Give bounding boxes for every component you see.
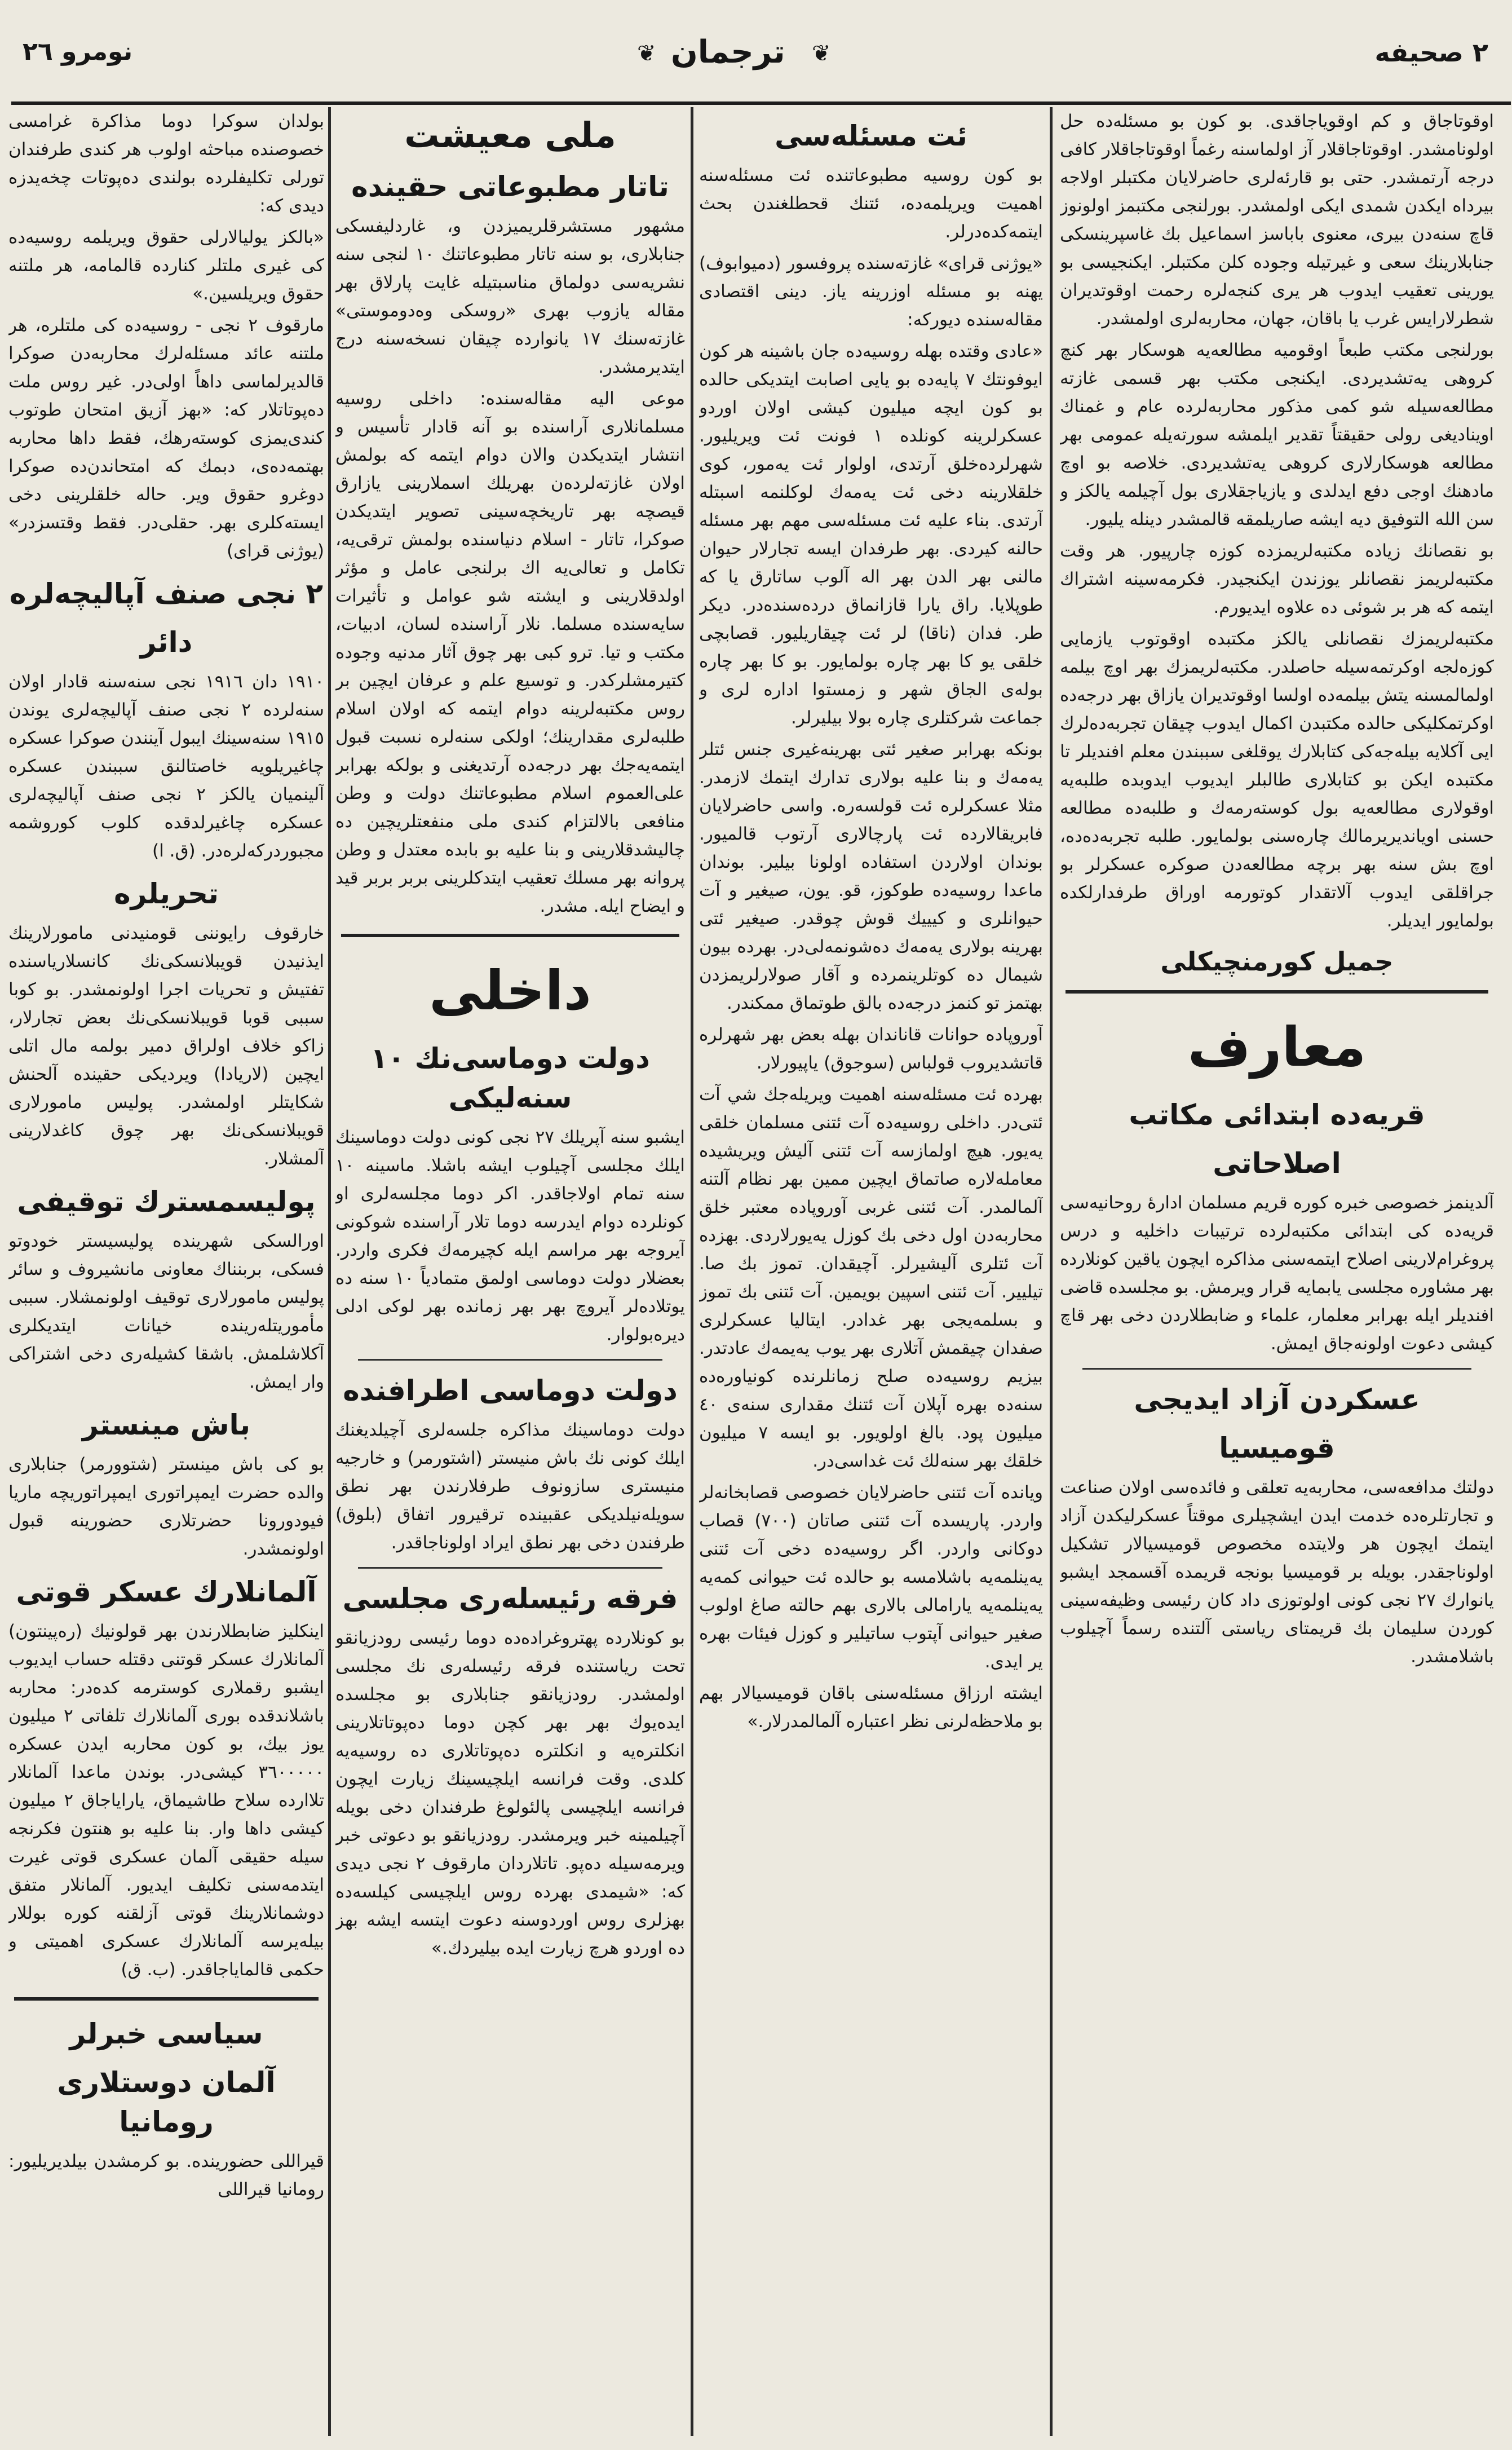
column-4 — [8, 107, 324, 2430]
paragraph: «عادى وقتده بهله روسيه‌ده جان باشينه هر كون ايوفونتك ٧ پايه‌ده بو يايى اصابت ايتديكى حالده بو كون ايچه ميليون كيشى اولان اوردو عسكرلرينه كونلده ١ فونت ئت ويريليور. شهرلرده‌خلق آرتدى، اولوار ئت يه‌مور، كوى خلقلارينه دخى ئت يه‌مه‌ك لوكلنمه اسبتله آرتدى. بناء عليه ئت مسئله‌سى مهم بهر مسئله حالنه كيردى. بهر طرفدان ايسه تجارلار حيوان مالنى بهر الدن بهر اله آلوب ساتارق يا كه طوپلايا. راق يارا قازانماق درده‌سنده‌در. ديكر طر. فدان (ناقا) لر ئت چيقاريليور. قصابچى خلقى يو كا بهر چاره بولمايور. بو كا بهر چاره بوله‌ى الجاق شهر و زمستوا اداره لرى و جماعت شركتلرى چاره بولا بيليرلر. — [699, 341, 1043, 728]
article-title: قريه‌ده ابتدائى مكاتب — [1129, 1098, 1425, 1131]
article-title: دولت دوماسى اطرافنده — [343, 1374, 678, 1407]
paragraph: اوقوتاجاق و كم اوقوياجاقدى. بو كون بو مسئله‌ده حل اولونامشدر. اوقوتاجاقلار آز اولماسنه رغماً اوقوتاجاقلار كافى درجه آرتمشدر. حتى بو قارئه‌لرى حاضرلايان مكتبلر اولاجه بيرداه ايكدن شمدى ايكى اولمشدر. بورلنجى مكتبمز اولونوز قاچ سنه‌دن بيرى، معنوى باباسز اسماعيل بك غاسپرينسكى جنابلارينك سعى و غيرتيله وجوده كلن مكتبلر. ايكنجيسى بو يورينى تعقيب ايدوب هر يرى كنجه‌لره رحمت اوقوتديران شطرلارايس غرب يا باقان، جهان، محاربه‌لرى اولمشدر. — [1060, 111, 1494, 329]
paragraph: مكتبه‌لريمزك نقصانلى يالكز مكتبده اوقوتوب يازمايى كوزه‌لجه اوكرتمه‌سيله حاصلدر. مكتبه‌لريمزك بهر اوچ بيلمه اولمالمسنه يتش بيلمه‌ده اولسا اوقوتديران يازاق بهر درجه‌ده اوكرتمكليكى حالده مكتبدن اكمال ايدوب چيقان تجربه‌ده‌لرك ايى آكلايه بيله‌جه‌كى كتابلارك يوقلغى سببندن معلم افنديلر تا مكتبده ايكن بو كتابلارى طالبلر ايديوب ايدوبده طلبه‌يه اوقولارى مطالعه‌يه بول كوسته‌رمه‌ك و طلبه‌ده مطالعه حسنى اويانديريرمالك چاره‌سنى بولمايور. طلبه تجربه‌ده‌ده، اوچ بش سنه بهر برچه مطالعه‌دن صوكره عسكرلر بو جراقلقى ايدوب آلاتقدار كوتورمه اوراق طرفدارلكده بولمايور ايديلر. — [1060, 629, 1494, 931]
paragraph: بو نقصانك زياده مكتبه‌لريمزده كوزه چارپيور. هر وقت مكتبه‌لريمز نقصانلر يوزندن ايكنجيدر. فكرمه‌سينه اشتراك ايتمه كه هر بر شوئى ده علاوه ايديورم. — [1060, 541, 1494, 617]
divider — [341, 934, 679, 937]
article-title: پوليسمستر‌ك توقيفى — [17, 1185, 316, 1218]
column-3 — [335, 107, 685, 2430]
article-subtitle: قوميسيا — [1219, 1432, 1335, 1464]
paragraph: موعى اليه مقاله‌سنده: داخلى روسيه مسلمانلارى آراسنده بو آنه قادار تأسيس و انتشار ايتديكدن والان دوام ايتمه كه بولمش اولان غازته‌لرده‌ن بهريلك اسملارينى يازارق قيصچه بهر تاريخچه‌سينى تصوير ايتديكدن صوكرا، تاتار - اسلام دنياسنده بولمش ترقى‌يه، تكامل و تعالى‌يه اك برلنجى عامل و مؤثر اولدقلارينى و ايشته شو عوامل و تأثيرات سايه‌سنده مسلما. نلار آراسنده لسان، ادبيات، مكتب و تيا. ترو كبى بهر چوق آثار مدنيه وجوده كتيرمشلركدر. و توسيع علم و عرفان ايچين بر روس مكتبه‌لرينه دوام ايتمه كه اولان اسلام طلبه‌لرى مقدارينك؛ اولكى سنه‌لره نسبت قبول ايتمه‌يه‌جك بهر درجه‌ده آرتديغنى و بولكه بهرابر على‌العموم اسلام مطبوعاتنك دولت و وطن منافعى بالالتزام كندى ملى منفعتلريچين ده چاليشدقلارينى و بنا عليه بو بابده معتدل و وطن پروانه بهر مسلك تعقيب ايتدكلرينى بربر بربر قيد و ايضاح ايله. مشدر. — [335, 389, 685, 916]
divider — [1082, 1368, 1471, 1370]
section-header: داخلى — [429, 959, 591, 1022]
paragraph: خارقوف رايوننى قومنيدنى مامورلارينك ايذنيدن قويبلانسكى‌نك كانسلارياسنده تفتيش و تحريات اجرا اولونمشدر. بو كوبا سببى قوبا قويبلانسكى‌نك بعض تجارلار، زاكو خلاف اولراق دمير بولمه مال اتلى ايچين (لاريادا) ويرديكى حقينده آلحنش شكايتلر اولمشدر. پوليس مامورلارى قويبلانسكى‌نك بهر چوق كاغدلارينى آلمشلار. — [8, 923, 324, 1169]
paragraph: «بالكز يوليالارلى حقوق ويريلمه روسيه‌ده كى غيرى ملتلر كنارده قالمامه، هر ملتنه حقوق ويريلسين.» — [8, 227, 324, 304]
paragraph: بهرده ئت مسئله‌سنه اهميت ويريله‌جك شي آت ئتى‌در. داخلى روسيه‌ده آت ئتنى مسلمان خلقى يه‌يور. هيچ اولمازسه آت ئتنى آليش ويريشيده معامله‌لاره صاتماق ايچين ممين بهر نظام آلتنه آلمالمدر. آت ئتنى غربى آوروپاده معتبر خلق محاربه‌دن اول دخى بك كوزل يه‌يورلاردى. بهزده آت ئتلرى آليشيرلر. آچيقدان. تموز بك صا. تيليير. آت ئتنى اسپين بويمين. آت ئتنى بك تموز و بسلمه‌يجى بهر غدادر. ايتاليا عسكرلرى صفدان چيقمش آتلارى بهر يوب يه‌يمه‌ك عادتدر. بيزيم روسيه‌ده صلح زمانلرنده كونياوره‌ده سنه‌ده بهره آپلان آت ئتنك مقدارى سنه‌ى ٤٠ ميليون پود. بالغ اولويور. بو ايسه ٧ ميليون خلقك بهر سنه‌لك ئت غداسى‌در. — [699, 1084, 1043, 1471]
paragraph: مارقوف ٢ نجى - روسيه‌ده كى ملتلره، هر ملتنه عائد مسئله‌لرك محاربه‌دن صوكرا قالديرلماسى داهاً اولى‌در. غير روس ملت ده‌پوتاتلار كه: «بهز آزيق امتحان طوتوب كندى‌يمزى كوسته‌رهك، فقط داها محاربه بهتمه‌ده‌ى، دبمك كه امتحاندن‌ده صوكرا دوغرو حقوق وير. حاله خلقلرينى دخى ايسته‌كلرى بهر. حقلى‌در. فقط وقتسزدر» (يوژنى قراى) — [8, 315, 324, 561]
divider — [14, 1997, 319, 2001]
article-title: ئت مسئله‌سى — [775, 120, 967, 152]
paragraph: بولدان سوكرا دوما مذاكرة غرامسى خصوصنده مباحثه اولوب هر كندى طرفندان تورلى تكليفلرده بولندى ده‌پوتات چخه‌يدزه ديدى كه: — [8, 111, 324, 216]
paragraph: آوروپاده حوانات قاناندان بهله بعض بهر شهرلره قاتشديروب قولباس (سوجوق) ياپيورلار. — [699, 1025, 1043, 1073]
divider — [358, 1567, 662, 1569]
article-title: تحريلره — [114, 877, 219, 910]
masthead — [11, 17, 1511, 105]
paragraph: ١٩١٠ دان ١٩١٦ نجى سنه‌سنه قادار اولان سنه‌لرده ٢ نجى صنف آپاليچه‌لرى يوندن ١٩١٥ سنه‌سينك ايبول آينندن صوكرا عسكره چاغيريلويه خاصتالنق سببندن عسكره آلينميان يالكز ٢ نجى صنف آپاليچه‌لرى عسكره چاغيرلدقده كلوب كوروشمه مجبوردركه‌لره‌در. (ق. ا) — [8, 672, 324, 861]
paragraph: بورلنجى مكتب طبعاً اوقوميه مطالعه‌يه هوسكار بهر كنچ كروهى يه‌تشديردى. ايكنجى مكتب بهر قسمى غازته مطالعه‌سيله شو كمى مذكور محاربه‌لرده عام و غمناك اويناديغى رولى حقيقتاً تقدير ايلمشه سورته‌يله عمومى بهر مطالعه هوسكارلارى كروهى يه‌تشديردى. خلاصه بو اوچ مادهنك اوجى دفع ايدلدى و يازياجقلارى بول آچيلمه يالكز و سن الله التوفيق ديه ايشه صاريلمقه قالمشدر دينله يليور. — [1060, 340, 1494, 529]
paragraph: ويانده آت ئتنى حاضرلايان خصوصى قصابخانه‌لر واردر. پاريسده آت ئتنى صاتان (٧٠٠) قصاب دوكانى واردر. اگر روسيه‌ده دخى آت ئتنى يه‌ينلمه‌يه باشلامسه بو حالده ئت حيوانى كمه‌يه يه‌ينلمه‌يه يارامالى بالارى بهم حالته صاغ اولوب صغير حيوانى آپتوب ساتيلير و كوزل فيئات بهره ير ايدى. — [699, 1482, 1043, 1672]
column-1 — [1060, 107, 1494, 2430]
article-title: دولت دوماسى‌نك ١٠ سنه‌ليكى — [370, 1042, 650, 1114]
paragraph: ايشته ارزاق مسئله‌سنى باقان قوميسيالار بهم بو ملاحظه‌لرنى نظر اعتباره آلمالمدرلار.» — [699, 1683, 1043, 1732]
article-title: سياسى خبرلر — [69, 2018, 263, 2050]
page-label: ٢ صحيفه — [1374, 37, 1488, 68]
ornament-icon: ❦ — [812, 41, 831, 67]
article-subtitle: آلمان دوستلارى رومانيا — [57, 2066, 276, 2138]
article-title: عسكردن آزاد ايديجى — [1134, 1383, 1420, 1416]
paragraph: ايشبو سنه آپريلك ٢٧ نجى كونى دولت دوماسينك ايلك مجلسى آچيلوب ايشه باشلا. ماسينه ١٠ سنه تمام اولاجاقدر. اكر دوما مجلسه‌لرى او كونلرده دوام ايدرسه دوما تلار آراسنده شوكونى آيروجه بهر مراسم ايله كچيرمه‌ك فكرى واردر. بعضلار دولت دوماسى اولمق متمادياً ١٠ سنه ‌ده يوتلاده‌لر آيروچ بهر بهر زمانده بهر لوكى ادلى ديره‌بولوار. — [335, 1127, 685, 1345]
article-signature: جميل كورمنچيكلى — [1160, 946, 1394, 977]
article-title: آلمانلارك عسكر قوتى — [16, 1575, 317, 1608]
paragraph: «يوژنى قراى» غازته‌سنده پروفسور (دميوابوف) يهنه بو مسئله اوزرينه ياز. دينى اقتصادى مقاله‌سنده ديوركه: — [699, 253, 1043, 330]
issue-number: نومرو ٢٦ — [23, 37, 133, 66]
section-title: ملى معيشت — [404, 114, 616, 156]
article-title: تاتار مطبوعاتى حقينده — [351, 170, 669, 203]
paragraph: دولت دوماسينك مذاكره جلسه‌لرى آچيلديغنك ايلك كونى نك باش منيستر (اشتورمر) و خارجيه منيسترى سازونوف طرفلارندن بهر نطق سويله‌نيلديكى عقبينده ترقيرور اتفاق (بلوق) طرفندن دخى بهر نطق ايراد اولوناجاقدر. — [335, 1420, 685, 1553]
paragraph: بو كونلارده پهتروغراده‌ده دوما رئيسى رودزيانقو تحت رياستنده فرقه رئيسله‌رى نك مجلسى اولمشدر. رودزيانقو جنابلارى بو مجلسده ايده‌يوك بهر بهر كچن دوما ده‌پوتاتلارينى انكلتره‌يه و انكلتره ده‌پوتاتلارى ده روسيه‌يه كلدى. وقت فرانسه ايلچيسينك زيارت ايچون فرانسه ايلچيسى پالئولوغ طرفندان دخى بويله آچيلمينه خبر ويرمشدر. رودزيانقو بو دعوتى خبر ويرمه‌سيله ده‌پو. تاتلاردان مارقوف ٢ نجى ديدى كه: «شيمدى بهرده روس ايلچيسى كيلسه‌ده بهزلرى روس اوردوسنه دعوت ايتسه ايشه بهز ده اوردو هرچ زيارت ايده بيليردك.» — [335, 1628, 685, 1958]
article-subtitle: دائر — [140, 626, 193, 659]
article-title: باش مينستر — [82, 1409, 251, 1441]
column-rule — [1050, 107, 1053, 2436]
column-rule — [328, 107, 331, 2436]
paragraph: اينكليز ضابطلارندن بهر قولونيك (ره‌پينتون) آلمانلارك عسكر قوتنى دقتله حساب ايديوب ايشبو رقملارى كوسترمه كده‌در: محاربه باشلاندقده بورى آلمانلارك تلفاتى ٢ ميليون يوز بيك، بو كون محاربه ايدن عسكره ٣٦٠٠٠٠٠ كيشى‌در. بوندن ماعدا آلمانلار تلاارده سلاح طاشيماق، ياراياجاق ٢ ميليون كيشى داها وار. بنا عليه بو هنتون فكرنجه سيله حقيقى آلمان عسكرى قوتى غيرت ايتدمه‌سنى تكليف ايديور. آلمانلار متفق دوشمانلارينك قوتى آزلقنه كوره بوللار بيله‌يرسه آلمانلارك عسكرى اهميتى و حكمى قالماياجاقدر. (ب. ق) — [8, 1621, 324, 1980]
newspaper-name: ترجمان — [671, 34, 785, 70]
paragraph: دولتك مدافعه‌سى، محاربه‌يه تعلقى و فائده‌سى اولان صناعت و تجارتلره‌ده خدمت ايدن ايشچيلرى موقتاً عسكرليكدن آزاد ايتمك ايچون هر ولايتده مخصوص قوميسيالار تشكيل اولوناجقدر. بويله بر قوميسيا بونجه قريمده آقسمجد ايشبو يانوارك ٢٧ نجى كونى اولوتوزى داد كان رئيسى وظيفه‌سينى كوردن سليمان بك قريمتاى رياستى آلتنده رسماً آچيلوب باشلامشدر. — [1060, 1477, 1494, 1667]
divider — [358, 1359, 662, 1361]
article-subtitle: اصلاحاتى — [1213, 1147, 1341, 1180]
paragraph: اورالسكى شهرينده پوليسيستر خودوتو فسكى، بربنناك معاونى مانشيروف و سائر پوليس مامورلارى توقيف اولونمشلار. سببى مأموريتله‌رينده خيانات ايتديكلرى آكلاشلمش. باشقا كشيله‌رى دخى اشتراكى وار ايمش. — [8, 1231, 324, 1392]
column-2 — [699, 107, 1043, 2430]
article-title: فرقه رئيسله‌رى مجلسى — [342, 1582, 678, 1615]
paragraph: آلدينمز خصوصى خبره كوره قريم مسلمان ادارهٔ روحانيه‌سى قريه‌ده كى ابتدائى مكتبه‌لرده ترتيبات داخليه و درس پروغرام‌لارينى اصلاح ايتمه‌سنى مذاكره ايچون ياقين كونلارده بهر مشاوره مجلسى يابمايه قرار ويرمش. بو مجلسده قاضى افنديلر ايله بهرابر معلمار، علماء و ضابطلاردن دخى بهر قاچ كيشى دعوت اولونه‌جاق ايمش. — [1060, 1193, 1494, 1354]
paragraph: بو كى باش مينستر (شتوورمر) جنابلارى والده حضرت ايمپراتورى ايمپراتوريچه ماريا فيودورونا حضرتلارى حضورينه قبول اولونمشدر. — [8, 1454, 324, 1559]
article-title: ٢ نجى صنف آپاليچه‌لره — [9, 577, 324, 610]
paragraph: بو كون روسيه مطبوعاتنده ئت مسئله‌سنه اهميت ويريلمه‌ده، ئتنك قحطلغندن بحث ايتمه‌كده‌درلر. — [699, 165, 1043, 242]
column-rule — [691, 107, 693, 2436]
divider — [1066, 990, 1488, 994]
ornament-icon: ❦ — [637, 41, 656, 67]
paragraph: قيراللى حضورينده. بو كرمشدن بيلديريليور: رومانيا قيراللى — [8, 2151, 324, 2200]
paragraph: بونكه بهرابر صغير ئتى بهرينه‌غيرى جنس ئتلر يه‌مه‌ك و بنا عليه بولارى تدارك ايتمك لازمدر. مثلا عسكرلره ئت قولسه‌ره. واسى حاضرلايان فابريقالارده ئت پارچالارى آرتوب قالميور. بوندان اولاردن استفاده اولونا بيلير. بوندان ماعدا روسيه‌ده طوكوز، قو. يون، صيغير و آت حيوانلرى و كيييك قوش چوقدر. صيغير ئتى بهرينه بولارى يه‌مه‌ك ده‌شونمه‌لى‌در. بهرده بيون شيمال ده كوتلرينمرده و آقار صولارلريمزدن بهتمز تو كنمز درجه‌ده بالق طوتماق ممكندر. — [699, 739, 1043, 1013]
paragraph: مشهور مستشرقلريميزدن و، غاردليفسكى جنابلارى، بو سنه تاتار مطبوعاتنك ١٠ لنجى سنه نشريه‌سى دولماق مناسبتيله غايت پارلاق بهر مقاله يازوب بهرى «روسكى وه‌دوموستى» غازته‌سنك ١٧ يانوارده چيقان نسخه‌سنه درج ايتديرمشدر. — [335, 216, 685, 377]
section-header: معارف — [1187, 1016, 1367, 1079]
